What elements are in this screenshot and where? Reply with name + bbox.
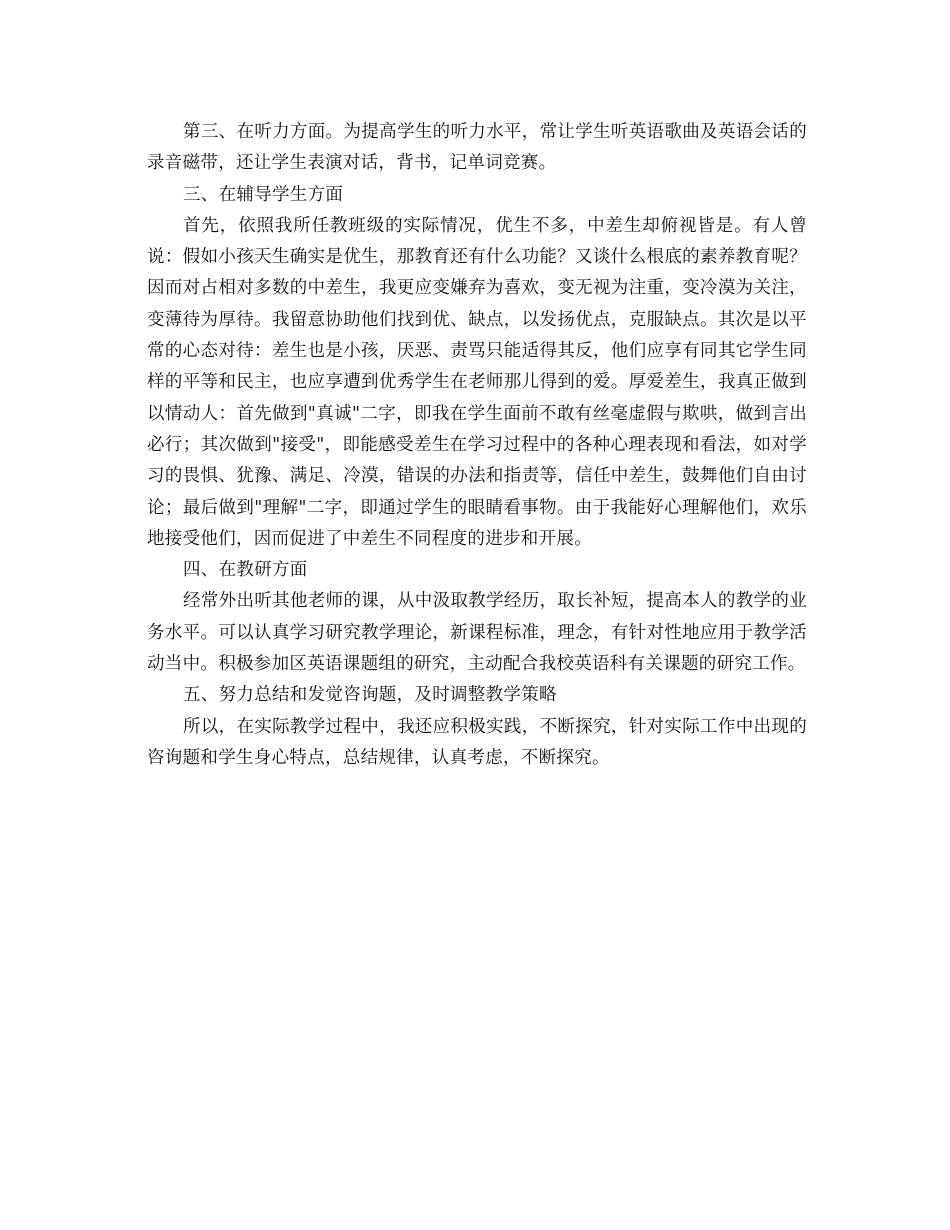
section-heading-summary: 五、努力总结和发觉咨询题，及时调整教学策略 bbox=[183, 685, 557, 706]
section-heading-research: 四、在教研方面 bbox=[183, 560, 308, 581]
document-body bbox=[147, 117, 807, 774]
paragraph-summary: 所以，在实际教学过程中，我还应积极实践，不断探究，针对实际工作中出现的咨询题和学生身心特点，总结规律，认真考虑，不断探究。 bbox=[147, 716, 807, 768]
paragraph-listening: 第三、在听力方面。为提高学生的听力水平，常让学生听英语歌曲及英语会话的录音磁带，还让学生表演对话，背书，记单词竞赛。 bbox=[147, 122, 807, 174]
paragraph-research: 经常外出听其他老师的课，从中汲取教学经历，取长补短，提高本人的教学的业务水平。可以认真学习研究教学理论，新课程标准，理念，有针对性地应用于教学活动当中。积极参加区英语课题组的研究，主动配合我校英语科有关课题的研究工作。 bbox=[147, 591, 807, 675]
paragraph-tutoring: 首先，依照我所任教班级的实际情况，优生不多，中差生却俯视皆是。有人曾说：假如小孩天生确实是优生，那教育还有什么功能？又谈什么根底的素养教育呢？因而对占相对多数的中差生，我更应变嫌弃为喜欢，变无视为注重，变冷漠为关注，变薄待为厚待。我留意协助他们找到优、缺点，以发扬优点，克服缺点。其次是以平常的心态对待：差生也是小孩，厌恶、责骂只能适得其反，他们应享有同其它学生同样的平等和民主，也应享遭到优秀学生在老师那儿得到的爱。厚爱差生，我真正做到以情动人：首先做到"真诚"二字，即我在学生面前不敢有丝毫虚假与欺哄，做到言出必行；其次做到"接受"，即能感受差生在学习过程中的各种心理表现和看法，如对学习的畏惧、犹豫、满足、冷漠，错误的办法和指责等，信任中差生，鼓舞他们自由讨论；最后做到"理解"二字，即通过学生的眼睛看事物。由于我能好心理解他们，欢乐地接受他们，因而促进了中差生不同程度的进步和开展。 bbox=[147, 215, 807, 549]
section-heading-tutoring: 三、在辅导学生方面 bbox=[183, 184, 344, 205]
